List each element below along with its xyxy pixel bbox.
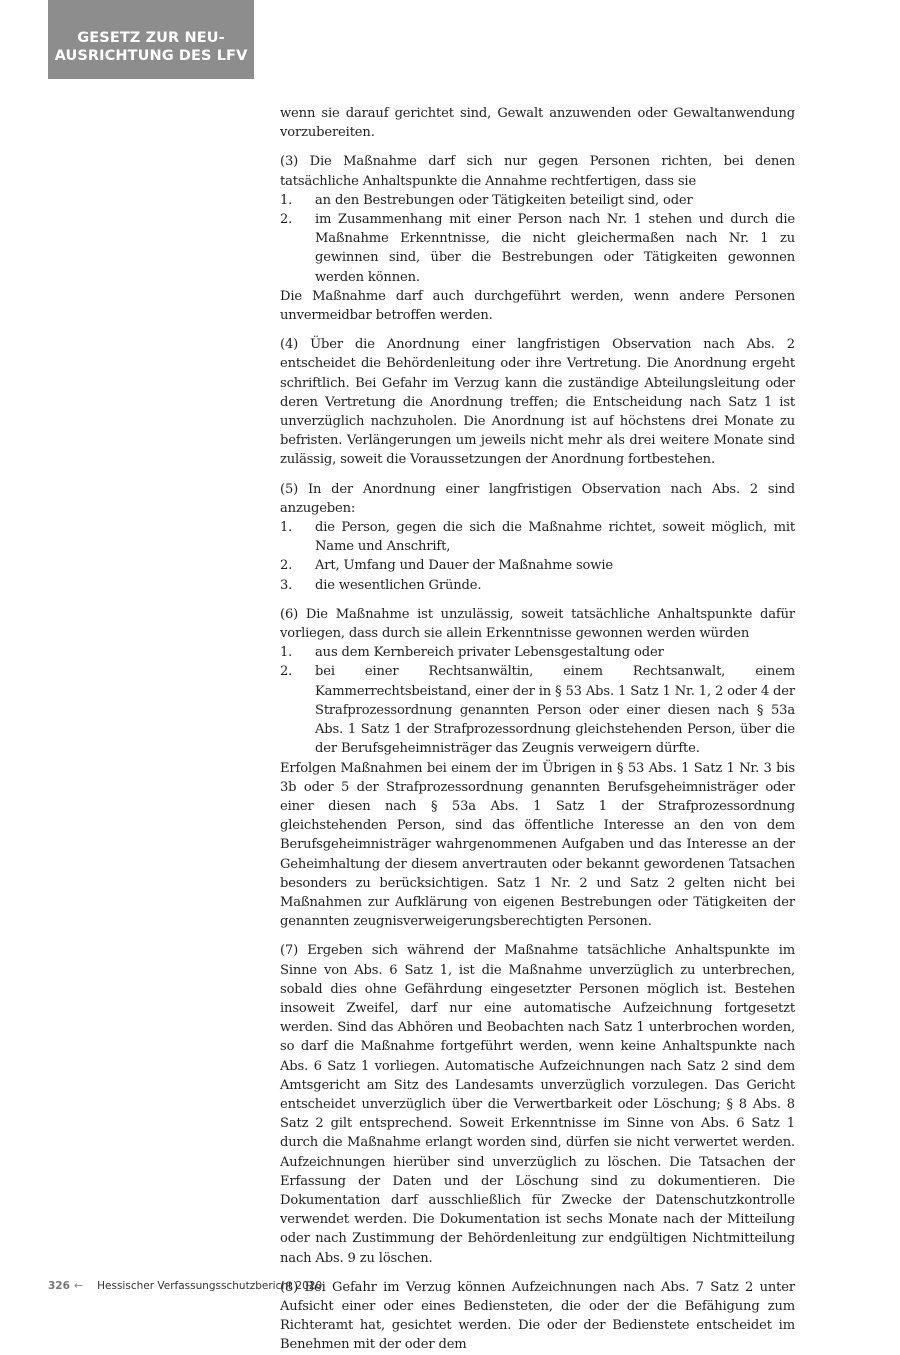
- paragraph-text: (4) Über die Anordnung einer langfristigen Observation nach Abs. 2 entscheidet die Behördenleitung oder ihre Vertretung. Die Anordnung ergeht schriftlich. Bei Gefahr im Verzug kann die zuständige Abteilungsleitung oder deren Vertretung die Anordnung treffen; die Entscheidung nach Satz 1 ist unverzüglich nachzuholen. Die Anordnung ist auf höchstens drei Monate zu befristen. Verlängerungen um jeweils nicht mehr als drei weitere Monate sind zulässig, soweit die Voraussetzungen der Anordnung fortbestehen.: [280, 337, 795, 468]
- list-item: [280, 576, 795, 595]
- list-item-number: 1.: [280, 645, 293, 661]
- list-item: [280, 210, 795, 287]
- paragraph-block: [280, 605, 795, 931]
- document-body: [280, 104, 795, 1355]
- list-item-number: 2.: [280, 664, 293, 680]
- list-item-text: aus dem Kernbereich privater Lebensgestaltung oder: [315, 645, 664, 661]
- section-header-badge: [48, 0, 254, 79]
- list-item: [280, 662, 795, 758]
- list-item-number: 1.: [280, 192, 293, 208]
- paragraph-text: wenn sie darauf gerichtet sind, Gewalt anzuwenden oder Gewaltanwendung vorzubereiten.: [280, 106, 795, 141]
- list-item-text: die Person, gegen die sich die Maßnahme richtet, soweit möglich, mit Name und Anschrift,: [315, 520, 795, 555]
- list-item-number: 3.: [280, 577, 293, 593]
- paragraph-text: (7) Ergeben sich während der Maßnahme tatsächliche Anhaltspunkte im Sinne von Abs. 6 Satz 1, ist die Maßnahme unverzüglich zu unterbrechen, sobald dies ohne Gefährdung eingesetzter Personen möglich ist. Bestehen insoweit Zweifel, darf nur eine automatische Aufzeichnung fortgesetzt werden. Sind das Abhören und Beobachten nach Satz 1 unterbrochen worden, so darf die Maßnahme fortgeführt werden, wenn keine Anhaltspunkte nach Abs. 6 Satz 1 vorliegen. Automatische Aufzeichnungen nach Satz 2 sind dem Amtsgericht am Sitz des Landesamts unverzüglich vorzulegen. Das Gericht entscheidet unverzüglich über die Verwertbarkeit oder Löschung; § 8 Abs. 8 Satz 2 gilt entsprechend. Soweit Erkenntnisse im Sinne von Abs. 6 Satz 1 durch die Maßnahme erlangt worden sind, dürfen sie nicht verwertet werden. Aufzeichnungen hierüber sind unverzüglich zu löschen. Die Tatsachen der Erfassung der Daten und der Löschung sind zu dokumentieren. Die Dokumentation darf ausschließlich für Zwecke der Datenschutzkontrolle verwendet werden. Die Dokumentation ist sechs Monate nach der Mitteilung oder nach Zustimmung der Behördenleitung zur endgültigen Nichtmitteilung nach Abs. 9 zu löschen.: [280, 943, 795, 1266]
- list-item-text: an den Bestrebungen oder Tätigkeiten beteiligt sind, oder: [315, 192, 693, 208]
- list-item: [280, 191, 795, 210]
- paragraph-block: [280, 480, 795, 595]
- list-item: [280, 556, 795, 575]
- paragraph-block: [280, 104, 795, 142]
- arrow-left-icon: ←: [73, 1279, 84, 1292]
- paragraph-text: Erfolgen Maßnahmen bei einem der im Übrigen in § 53 Abs. 1 Satz 1 Nr. 3 bis 3b oder 5 der Strafprozessordnung genannten Berufsgeheimnisträger oder einer diesen nach § 53a Abs. 1 Satz 1 der Strafprozessordnung gleichstehenden Person, sind das öffentliche Interesse an den von dem Berufsgeheimnisträger wahrgenommenen Aufgaben und das Interesse an der Geheimhaltung der diesem anvertrauten oder bekannt gewordenen Tatsachen besonders zu berücksichtigen. Satz 1 Nr. 2 und Satz 2 gelten nicht bei Maßnahmen zur Aufklärung von eigenen Bestrebungen oder Tätigkeiten der genannten zeugnisverweigerungsberechtigten Personen.: [280, 760, 795, 930]
- publication-title: Hessischer Verfassungsschutzbericht 2020: [97, 1279, 323, 1292]
- list-item-text: die wesentlichen Gründe.: [315, 577, 482, 593]
- page-footer: [48, 1279, 322, 1292]
- list-item-text: bei einer Rechtsanwältin, einem Rechtsanwalt, einem Kammerrechtsbeistand, einer der in § 53 Abs. 1 Satz 1 Nr. 1, 2 oder 4 der Strafprozessordnung genannten Person oder einer diesen nach § 53a Abs. 1 Satz 1 der Strafprozessordnung gleichstehenden Person, über die der Berufsgeheimnisträger das Zeugnis verweigern dürfte.: [315, 664, 795, 757]
- page-number: 326: [48, 1279, 70, 1292]
- paragraph-text: (8) Bei Gefahr im Verzug können Aufzeichnungen nach Abs. 7 Satz 2 unter Aufsicht einer oder eines Bediensteten, die oder der die Befähigung zum Richteramt hat, gesichtet werden. Die oder der Bedienstete entscheidet im Benehmen mit der oder dem: [280, 1279, 795, 1353]
- paragraph-text: (6) Die Maßnahme ist unzulässig, soweit tatsächliche Anhaltspunkte dafür vorliegen, dass durch sie allein Erkenntnisse gewonnen werden würden: [280, 606, 795, 642]
- header-line-2: AUSRICHTUNG DES LFV: [54, 48, 248, 64]
- header-line-1: GESETZ ZUR NEU-: [77, 30, 225, 46]
- paragraph-block: [280, 152, 795, 325]
- list-item-number: 1.: [280, 520, 293, 536]
- list-item-number: 2.: [280, 212, 293, 228]
- list-item-text: im Zusammenhang mit einer Person nach Nr. 1 stehen und durch die Maßnahme Erkenntnisse, die nicht gleichermaßen nach Nr. 1 zu gewinnen sind, über die Bestrebungen oder Tätigkeiten gewonnen werden können.: [315, 212, 795, 285]
- paragraph-block: [280, 941, 795, 1267]
- list-item: [280, 518, 795, 556]
- paragraph-text: Die Maßnahme darf auch durchgeführt werden, wenn andere Personen unvermeidbar betroffen werden.: [280, 288, 795, 324]
- paragraph-text: (5) In der Anordnung einer langfristigen Observation nach Abs. 2 sind anzugeben:: [280, 481, 795, 516]
- list-item: [280, 643, 795, 662]
- list-item-number: 2.: [280, 558, 293, 574]
- paragraph-block: [280, 335, 795, 469]
- paragraph-block: [280, 1278, 795, 1355]
- list-item-text: Art, Umfang und Dauer der Maßnahme sowie: [315, 558, 613, 574]
- paragraph-text: (3) Die Maßnahme darf sich nur gegen Personen richten, bei denen tatsächliche Anhaltspunkte die Annahme rechtfertigen, dass sie: [280, 154, 795, 189]
